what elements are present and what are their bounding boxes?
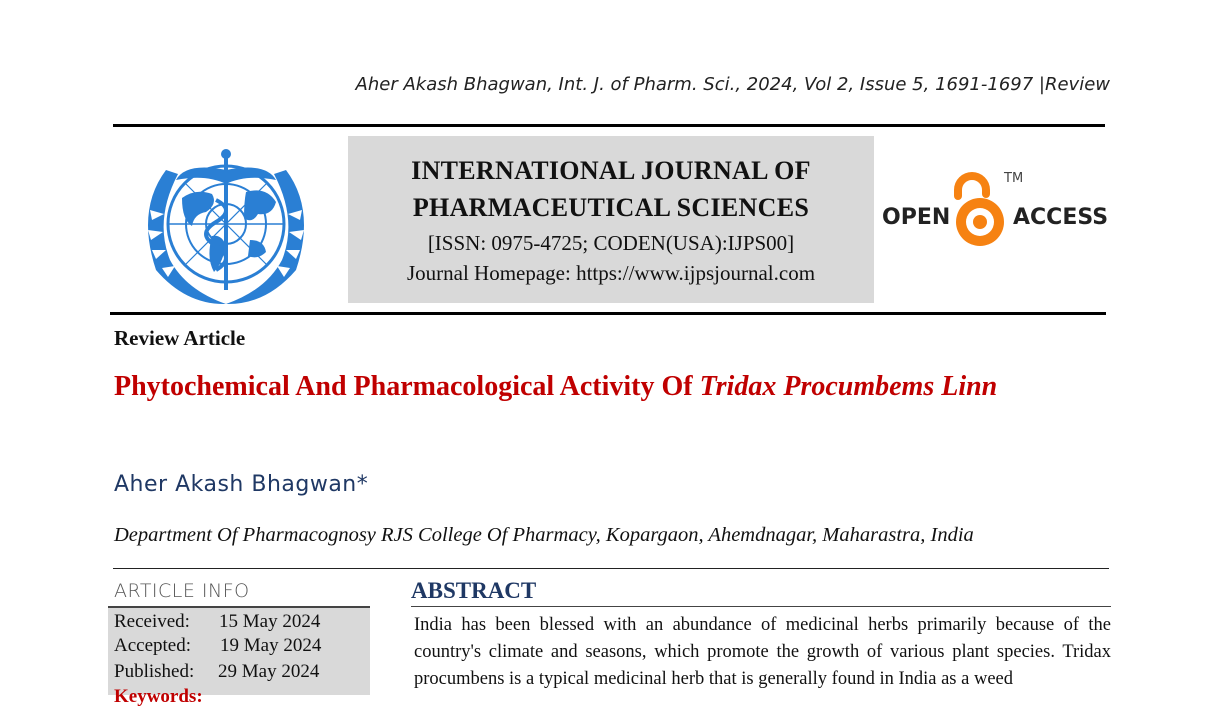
journal-banner — [348, 136, 874, 303]
accepted-value: 19 May 2024 — [220, 635, 322, 656]
received-label: Received: — [114, 611, 190, 632]
journal-homepage[interactable]: Journal Homepage: https://www.ijpsjournal.com — [406, 261, 816, 285]
author-name: Aher Akash Bhagwan* — [114, 472, 369, 497]
header-top-rule — [113, 124, 1105, 127]
article-type: Review Article — [114, 326, 246, 350]
article-title-species: Tridax Procumbems Linn — [699, 371, 998, 402]
journal-name-line2: PHARMACEUTICAL SCIENCES — [412, 193, 810, 222]
keywords-label: Keywords: — [114, 686, 203, 707]
open-access-word-open: OPEN — [882, 205, 951, 230]
received-row — [114, 611, 321, 633]
abstract-text: India has been blessed with an abundance of medicinal herbs primarily because of the country's climate and seasons, which promote the growth of various plant species. Tridax procumbens is a typical medicinal herb that is generally found in India as a weed — [414, 615, 1111, 689]
article-title-plain: Phytochemical And Pharmacological Activity Of — [114, 371, 700, 402]
article-title — [114, 366, 1104, 408]
section-divider — [113, 568, 1109, 569]
published-value: 29 May 2024 — [218, 661, 320, 682]
published-row — [114, 661, 320, 683]
journal-name-line1: INTERNATIONAL JOURNAL OF — [411, 156, 811, 185]
published-label: Published: — [114, 661, 195, 682]
author-affiliation: Department Of Pharmacognosy RJS College Of Pharmacy, Kopargaon, Ahemdnagar, Maharastra, India — [114, 524, 974, 546]
journal-emblem-icon — [126, 140, 326, 306]
running-head: Aher Akash Bhagwan, Int. J. of Pharm. Sci., 2024, Vol 2, Issue 5, 1691-1697 |Review — [355, 74, 1110, 95]
journal-issn: [ISSN: 0975-4725; CODEN(USA):IJPS00] — [427, 231, 795, 255]
open-access-logo — [880, 166, 1108, 256]
abstract-rule — [411, 606, 1111, 607]
article-info-heading: ARTICLE INFO — [114, 580, 250, 602]
open-access-lock-icon — [956, 176, 1004, 246]
accepted-label: Accepted: — [114, 635, 192, 656]
header-bottom-rule — [110, 312, 1106, 315]
open-access-word-access: ACCESS — [1013, 205, 1108, 230]
accepted-row — [114, 635, 322, 657]
received-value: 15 May 2024 — [219, 611, 321, 632]
abstract-heading: ABSTRACT — [411, 578, 537, 603]
trademark-mark: TM — [1004, 171, 1024, 186]
